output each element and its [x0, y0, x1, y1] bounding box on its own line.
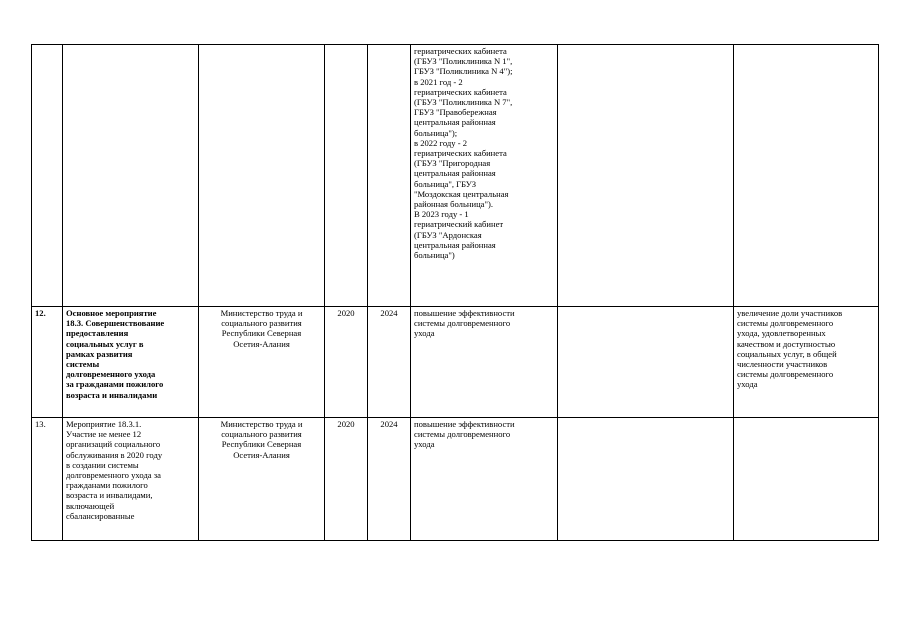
measure-title: Мероприятие 18.3.1. Участие не менее 12 организаций социального обслуживания в 2020 году в создании системы долговременного ухода за гражданами пожилого возраста и инвалидами, включающей сбалансированные	[63, 418, 199, 541]
table-row	[32, 307, 879, 418]
indicator-cell	[734, 418, 879, 541]
program-table	[31, 44, 879, 541]
measure-title	[63, 45, 199, 307]
table-row	[32, 45, 879, 307]
executor-cell	[199, 45, 325, 307]
expected-result: повышение эффективности системы долговременного ухода	[411, 418, 558, 541]
empty-cell	[558, 45, 734, 307]
indicator-cell	[734, 45, 879, 307]
executor-cell: Министерство труда и социального развития Республики Северная Осетия-Алания	[199, 418, 325, 541]
executor-cell: Министерство труда и социального развития Республики Северная Осетия-Алания	[199, 307, 325, 418]
expected-result: гериатрических кабинета (ГБУЗ "Поликлиника N 1", ГБУЗ "Поликлиника N 4"); в 2021 год - 2 гериатрических кабинета (ГБУЗ "Поликлиника N 7", ГБУЗ "Правобережная центральная районная больница"); в 2022 году - 2 гериатрических кабинета (ГБУЗ "Пригородная центральная районная больница", ГБУЗ "Моздокская центральная районная больница"). В 2023 году - 1 гериатрический кабинет (ГБУЗ "Ардонская центральная районная больница")	[411, 45, 558, 307]
expected-result: повышение эффективности системы долговременного ухода	[411, 307, 558, 418]
row-number: 12.	[32, 307, 63, 418]
empty-cell	[558, 418, 734, 541]
start-year: 2020	[325, 418, 368, 541]
end-year: 2024	[368, 418, 411, 541]
start-year	[325, 45, 368, 307]
end-year: 2024	[368, 307, 411, 418]
table-row	[32, 418, 879, 541]
row-number: 13.	[32, 418, 63, 541]
end-year	[368, 45, 411, 307]
start-year: 2020	[325, 307, 368, 418]
row-number	[32, 45, 63, 307]
indicator-cell: увеличение доли участников системы долговременного ухода, удовлетворенных качеством и доступностью социальных услуг, в общей численности участников системы долговременного ухода	[734, 307, 879, 418]
empty-cell	[558, 307, 734, 418]
measure-title: Основное мероприятие 18.3. Совершенствование предоставления социальных услуг в рамках развития системы долговременного ухода за гражданами пожилого возраста и инвалидами	[63, 307, 199, 418]
